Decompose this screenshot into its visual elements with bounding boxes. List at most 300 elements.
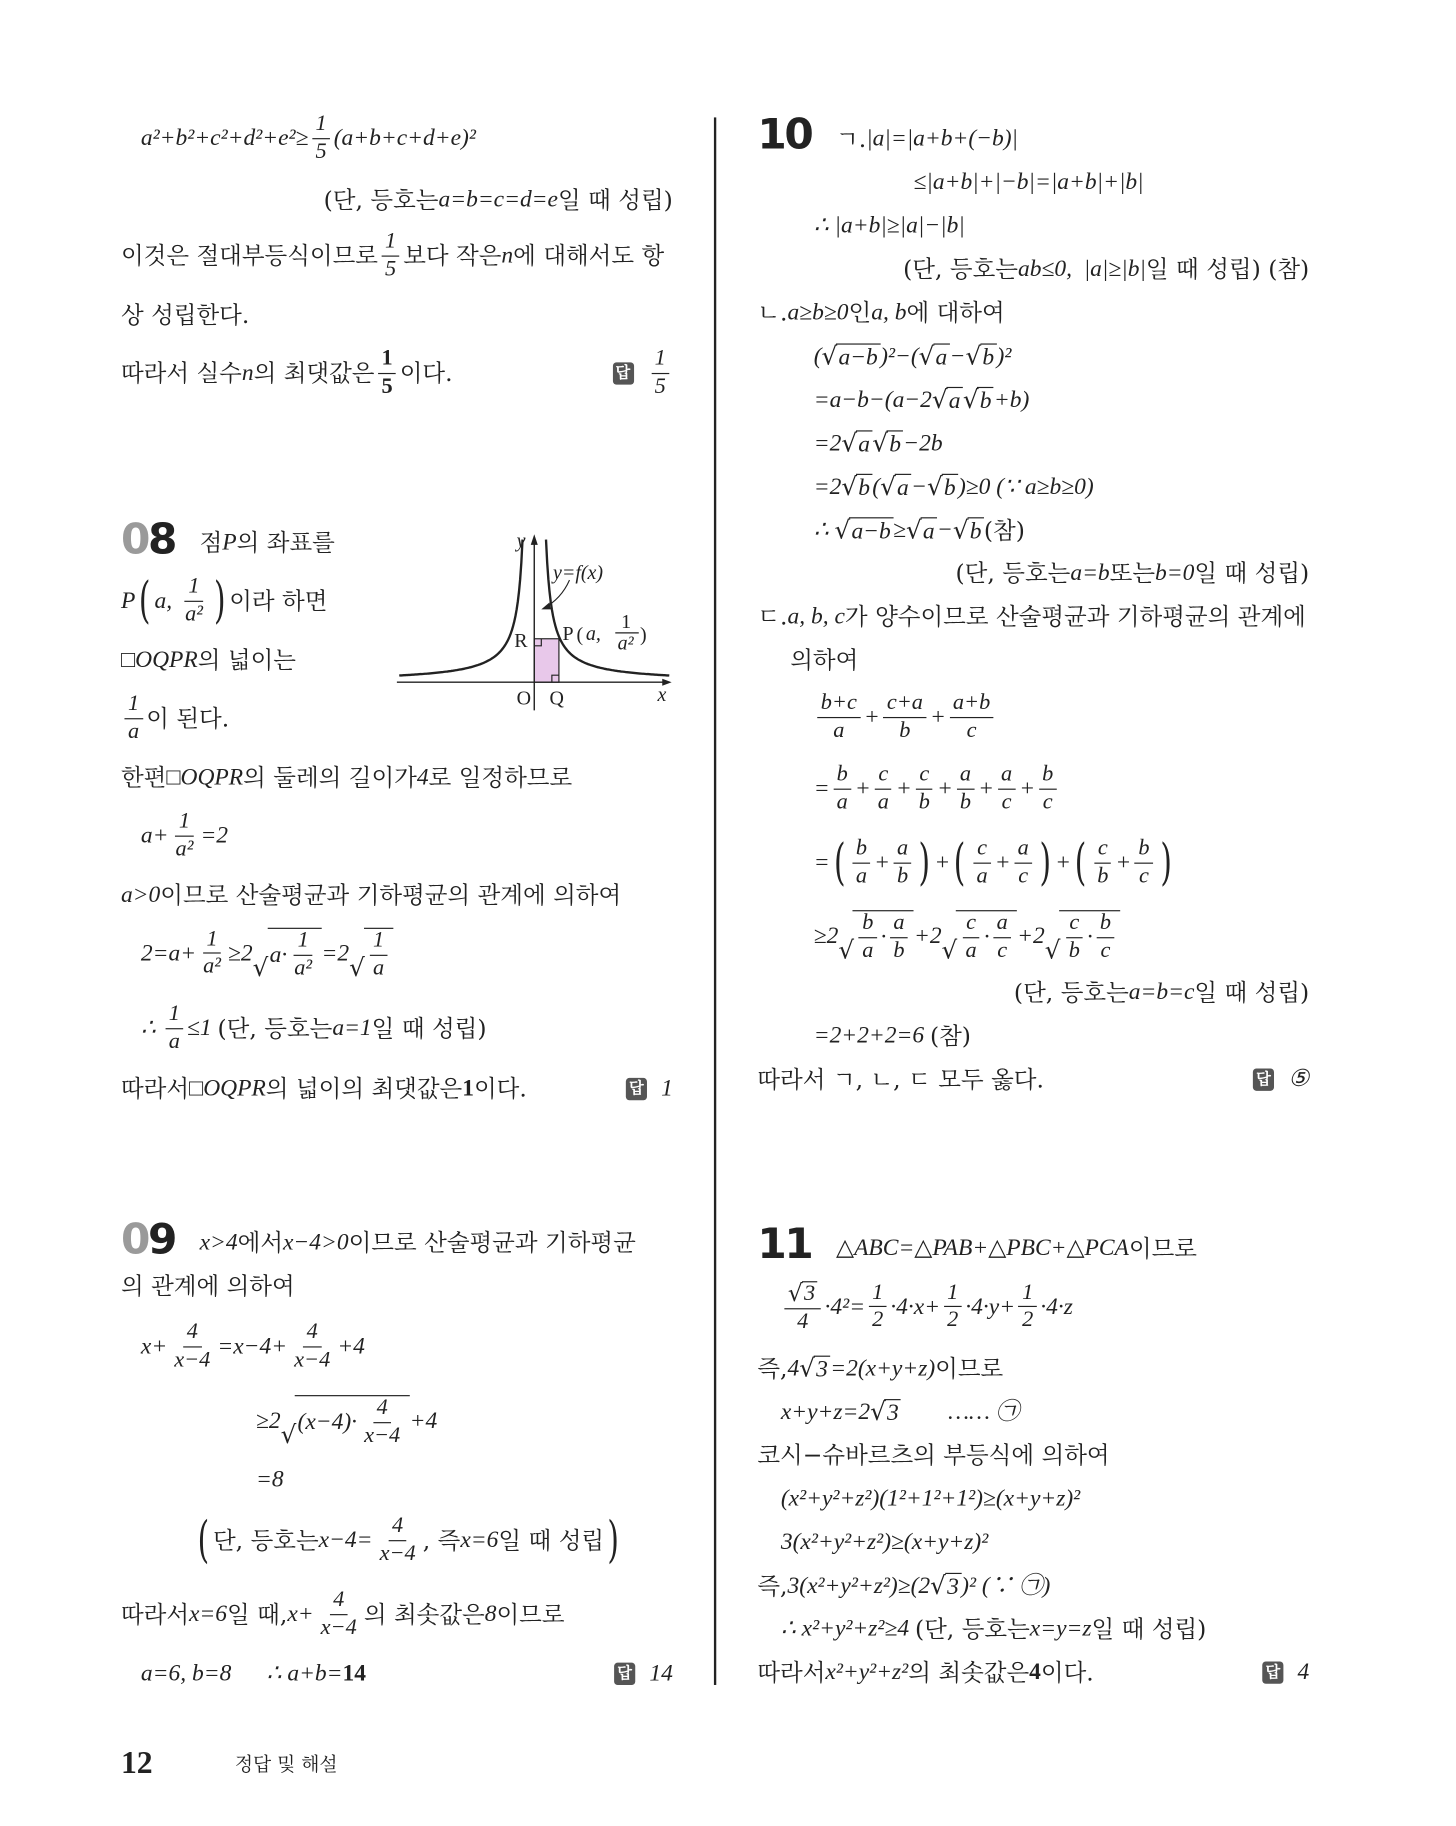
text: 로 일정하므로 (428, 763, 573, 792)
math-expression: 3 (816, 1356, 828, 1383)
math-expression: 1 (872, 1279, 884, 1305)
math-expression: a≥b≥0 (787, 299, 849, 326)
math-expression: a=b=c=d=e (438, 186, 558, 213)
radicand (980, 343, 996, 370)
answer-value (1297, 1659, 1309, 1685)
math-expression: b (1097, 863, 1109, 889)
math-expression: a (855, 863, 868, 889)
fraction (869, 1281, 887, 1334)
denominator (956, 790, 974, 816)
math-expression: a=b (1070, 560, 1110, 586)
math-expression: 4 (333, 1587, 345, 1612)
radical-sign: √ (965, 342, 982, 371)
math-expression: c+a (886, 689, 923, 715)
math-expression: + (1115, 850, 1132, 876)
math-expression: x−4 (174, 1347, 211, 1373)
math-expression: c (878, 761, 889, 787)
radical-sign: √ (841, 429, 858, 458)
book-section-title: 정답 및 해설 (234, 1753, 338, 1776)
math-expression: n (241, 360, 254, 387)
math-expression: + (978, 776, 994, 802)
math-expression: c (1042, 789, 1053, 815)
math-expression: a (935, 344, 948, 371)
denominator (998, 790, 1015, 816)
fraction (893, 837, 911, 890)
point-p-label: P (562, 622, 574, 645)
conclusion-line (121, 347, 453, 400)
close-paren: ) (213, 571, 226, 630)
math-expression: + (994, 850, 1011, 876)
text: 상 성립한다. (120, 300, 250, 329)
math-expression: c (966, 718, 977, 743)
math-line (814, 763, 1061, 816)
radical-sign: √ (952, 515, 969, 545)
text: 이므로 (1128, 1234, 1197, 1263)
numerator (974, 837, 991, 864)
numerator (993, 911, 1011, 938)
denominator (794, 1309, 812, 1335)
radicand (887, 430, 903, 457)
math-expression: 1 (385, 228, 397, 254)
math-expression: b (836, 761, 848, 787)
text-line (757, 604, 1305, 630)
math-expression: (a+b+c+d+e)² (333, 125, 476, 152)
numerator (956, 763, 974, 790)
denominator (312, 139, 330, 165)
fraction (381, 230, 399, 283)
square-root (799, 1353, 830, 1382)
point-p-coord: 1 (621, 611, 632, 634)
denominator (1015, 864, 1032, 890)
radicand (885, 1399, 901, 1426)
radicand (921, 517, 937, 544)
denominator (896, 718, 914, 744)
text: ㄴ. (757, 298, 788, 327)
radical-sign: √ (880, 472, 896, 501)
fraction (784, 1279, 821, 1335)
numerator (1014, 837, 1032, 864)
numerator (165, 1002, 183, 1029)
fraction (317, 1588, 360, 1641)
math-expression: b (899, 718, 911, 743)
math-expression: a (996, 910, 1008, 935)
math-expression: −2b (903, 429, 943, 456)
math-expression: b (862, 910, 874, 935)
math-expression: − (911, 473, 927, 500)
math-expression: 3(x²+y²+z²)≥(2 (787, 1572, 931, 1599)
math-expression: 4 (186, 1319, 198, 1345)
numerator (183, 1321, 201, 1348)
text: 이므로 (496, 1600, 565, 1629)
text: (참) (983, 515, 1025, 544)
square-root (822, 341, 881, 370)
text-line (121, 882, 621, 908)
math-expression: a, b, c (787, 603, 845, 630)
math-expression: 4 (787, 1355, 800, 1381)
numerator (963, 911, 980, 938)
radicand (814, 1356, 830, 1383)
text: 일 때 성립 (498, 1526, 605, 1555)
text: 이다. (399, 359, 453, 388)
numerator (859, 911, 877, 938)
math-expression: ·4·x+ (890, 1293, 941, 1320)
numerator (890, 911, 908, 938)
text: 의 넓이는 (197, 645, 296, 674)
text: (참) (929, 1021, 971, 1050)
math-expression: ( (872, 473, 881, 500)
bold-value: 1 (381, 345, 393, 371)
math-line (814, 1023, 971, 1049)
math-expression: )≥0 (∵ a≥b≥0) (957, 473, 1094, 500)
paren: ( (576, 624, 584, 647)
fraction (291, 1321, 334, 1374)
math-expression: 2 (947, 1307, 959, 1333)
radical-sign: √ (799, 1354, 815, 1383)
numerator (944, 1281, 962, 1308)
numerator (1094, 837, 1111, 864)
math-expression: 3 (803, 1281, 816, 1306)
paren: ) (639, 624, 647, 647)
math-line (914, 169, 1144, 195)
fraction (369, 929, 387, 982)
answer-badge: 답 (626, 1077, 647, 1099)
numerator (373, 1396, 391, 1423)
fraction (1039, 763, 1057, 816)
math-expression: a (976, 863, 988, 889)
numerator (1096, 911, 1114, 938)
math-expression: + (1055, 850, 1071, 876)
math-expression: + (874, 850, 890, 876)
radical-sign: √ (870, 1397, 886, 1426)
denominator (172, 837, 197, 863)
math-expression: ≤1 (186, 1015, 218, 1042)
text: (단, 등호는 (1013, 978, 1129, 1007)
point-p-coord: a, (585, 622, 601, 645)
math-expression: 5 (654, 373, 666, 399)
parenthesized-group (194, 1511, 624, 1569)
answer (1262, 1659, 1309, 1685)
fraction (1135, 837, 1153, 890)
radicand (895, 474, 911, 501)
text: (단, 등호는 (323, 185, 439, 214)
math-expression: 2 (1022, 1307, 1034, 1333)
math-expression: b (943, 474, 956, 501)
square-root (1045, 908, 1121, 964)
fraction (376, 1514, 419, 1567)
math-line (781, 1397, 1019, 1426)
numerator (175, 810, 193, 837)
radicand (945, 1573, 961, 1600)
function-graph (387, 523, 681, 717)
fraction (883, 691, 926, 744)
math-expression: 3 (887, 1400, 899, 1427)
math-expression: · (1086, 924, 1093, 951)
text: 의 최솟값은 (908, 1657, 1030, 1687)
math-expression: 1 (178, 808, 191, 834)
math-expression: …… ㉠ (901, 1398, 1020, 1425)
math-line (141, 1321, 365, 1374)
fraction (874, 763, 892, 816)
answer-value (1288, 1066, 1309, 1092)
text-line (120, 571, 328, 630)
square-root (253, 925, 322, 981)
math-expression: b+c (820, 689, 857, 715)
close-paren: ) (1039, 833, 1052, 892)
math-expression: + (934, 850, 951, 876)
radical-sign: √ (838, 935, 855, 964)
math-expression: c (977, 835, 988, 861)
answer-badge: 답 (1253, 1068, 1274, 1090)
numerator (381, 230, 399, 257)
denominator (890, 938, 908, 964)
square-root (953, 515, 984, 544)
numerator (1135, 837, 1153, 864)
equality-condition (903, 256, 1309, 282)
math-expression: n (501, 243, 514, 269)
math-expression: ·4·z (1040, 1293, 1073, 1320)
radicand (942, 474, 958, 501)
open-paren: ( (1074, 833, 1087, 892)
square-root (788, 1279, 818, 1307)
close-paren: ) (919, 833, 931, 892)
square-root (841, 428, 872, 457)
math-expression: x+ (287, 1601, 314, 1628)
numerator (833, 763, 851, 790)
math-expression: +2 (1017, 922, 1045, 949)
fraction (1019, 1281, 1037, 1334)
math-line (814, 385, 1030, 414)
math-expression: x−4 (320, 1615, 357, 1640)
text: 일 때 성립) (참) (1145, 254, 1310, 283)
math-expression: =2 (200, 823, 229, 849)
text: 또는 (1109, 558, 1156, 588)
math-expression: ab≤0, |a|≥|b| (1017, 255, 1146, 282)
text: 의 넓이의 최댓값은 (265, 1074, 463, 1103)
math-expression: ∴ (140, 1015, 162, 1042)
numerator (817, 691, 860, 718)
equality-condition (194, 1511, 624, 1569)
math-expression: a· (269, 942, 288, 969)
math-expression: a² (175, 836, 194, 862)
math-expression: x+ (140, 1333, 168, 1360)
numerator (294, 929, 312, 956)
math-expression: a (965, 938, 977, 963)
number-digit: 8 (148, 516, 176, 565)
parenthesized-group (135, 571, 229, 630)
math-expression: 3 (947, 1574, 959, 1600)
numerator (203, 927, 221, 954)
fraction (915, 763, 933, 816)
answer-value (661, 1076, 673, 1102)
text: 즉, (757, 1353, 788, 1383)
math-line (814, 471, 1094, 500)
math-expression: a (948, 388, 961, 414)
text: 코시−슈바르츠의 부등식에 의하여 (757, 1440, 1110, 1469)
math-expression: x=6 (189, 1601, 228, 1628)
math-expression: b (979, 388, 992, 414)
math-expression: a=1 (332, 1015, 372, 1042)
text: 즉, (757, 1571, 788, 1600)
math-expression: x=y=z (1029, 1615, 1092, 1642)
radical-sign: √ (941, 935, 958, 964)
math-expression: a² (203, 954, 221, 979)
denominator (361, 1423, 404, 1449)
math-line (814, 908, 1121, 964)
text: 일 때 성립) (1194, 558, 1310, 588)
math-expression: a (862, 938, 874, 963)
math-expression: 5 (385, 256, 397, 282)
math-expression: a (922, 518, 935, 545)
math-expression: ≤|a+b|+|−b|=|a+b|+|b| (913, 169, 1144, 195)
math-expression: x−4= (318, 1527, 373, 1554)
math-expression: c (1001, 789, 1012, 815)
math-expression: |a|=|a+b+(−b)| (866, 125, 1019, 152)
math-expression: a² (185, 601, 203, 627)
math-line (813, 833, 1176, 892)
math-line (781, 1485, 1080, 1511)
math-expression: ·4²= (824, 1293, 866, 1320)
numerator (1066, 911, 1083, 938)
math-expression: 1 (315, 111, 327, 136)
text-line (200, 1229, 636, 1255)
denominator (182, 602, 207, 628)
answer (1253, 1066, 1309, 1092)
text: 따라서 (757, 1657, 826, 1687)
square-root (349, 925, 393, 981)
square-root (930, 1570, 961, 1599)
denominator (291, 1347, 334, 1373)
numerator (875, 763, 892, 790)
math-expression: =2(x+y+z) (830, 1355, 936, 1381)
text: 보다 작은 (403, 241, 502, 271)
denominator (973, 864, 991, 890)
equality-condition (955, 560, 1309, 586)
fraction (852, 837, 870, 890)
math-expression: x=6 (460, 1527, 499, 1554)
radicand (977, 387, 993, 414)
math-expression: ≥2 (813, 922, 839, 949)
math-expression: P (222, 529, 237, 556)
math-expression: a (836, 789, 848, 815)
math-expression: ∴ (813, 516, 835, 543)
radical-sign: √ (931, 385, 948, 414)
text: 일 때 성립) (1194, 978, 1310, 1007)
square-root (872, 428, 903, 457)
denominator (962, 938, 980, 964)
open-paren: ( (139, 571, 151, 630)
radical-sign: √ (787, 1278, 803, 1307)
math-expression: x−4 (294, 1347, 331, 1373)
denominator (1039, 790, 1056, 816)
fraction (944, 1281, 962, 1334)
fraction (833, 763, 851, 816)
denominator (1019, 1307, 1037, 1333)
text: 일 때 성립) (1091, 1614, 1207, 1643)
denominator (963, 718, 980, 744)
text: 이므로 산술평균과 기하평균 (348, 1228, 636, 1257)
radicand (267, 928, 321, 982)
x-axis-label: x (657, 683, 667, 706)
math-expression: x²+y²+z² (825, 1659, 909, 1685)
parenthesized-group (830, 833, 935, 892)
y-axis-arrow (531, 534, 538, 545)
text: 일 때 성립) (371, 1014, 487, 1043)
answer-value (648, 347, 673, 400)
text: 의 관계에 의하여 (120, 1271, 295, 1300)
math-expression: ≥ (893, 516, 907, 543)
radicand (956, 910, 1017, 964)
radicand (946, 387, 962, 414)
square-root (841, 471, 872, 500)
numerator (893, 837, 911, 864)
text: 가 양수이므로 산술평균과 기하평균의 관계에 (844, 602, 1306, 631)
text: ㄷ. (757, 602, 788, 631)
fraction (361, 1396, 404, 1449)
text: 단, 등호는 (212, 1526, 319, 1555)
math-expression: a+ (140, 823, 169, 849)
numerator (378, 347, 396, 374)
text-line (757, 1353, 1003, 1382)
text-line (757, 1442, 1109, 1468)
radicand (967, 517, 983, 544)
math-expression: 1 (168, 1001, 180, 1026)
math-expression: − (949, 342, 966, 369)
point-p-coord: a² (617, 632, 634, 655)
math-expression: )²−( (880, 342, 919, 369)
square-root (906, 515, 937, 544)
denominator (833, 790, 851, 816)
text-line (757, 299, 1004, 325)
text: ㄱ. (836, 124, 867, 153)
text: 일 때 성립) (557, 185, 673, 214)
denominator (165, 1029, 183, 1055)
text-line (836, 1235, 1197, 1261)
text: 점 (199, 528, 223, 557)
math-expression: 1 (661, 1075, 673, 1102)
text-line (200, 530, 335, 556)
math-expression: a² (294, 955, 313, 981)
math-expression: a (897, 474, 909, 501)
denominator (869, 1307, 887, 1333)
denominator (859, 938, 877, 964)
denominator (944, 1307, 962, 1333)
math-expression: +4 (409, 1407, 438, 1434)
denominator (124, 719, 142, 745)
denominator (852, 864, 870, 890)
text: 에서 (237, 1228, 284, 1257)
math-expression: a=b=c (1128, 979, 1195, 1006)
math-line (256, 1393, 437, 1449)
math-expression: △ABC=△PAB+△PBC+△PCA (836, 1235, 1129, 1262)
math-expression: a−b (851, 518, 891, 545)
math-expression: x+y+z=2 (780, 1398, 871, 1425)
radical-sign: √ (280, 1420, 297, 1449)
math-expression: b (1042, 761, 1054, 787)
math-expression: 1 (127, 691, 140, 716)
math-expression: ∴ |a+b|≥|a|−|b| (813, 212, 965, 239)
radical-sign: √ (872, 429, 889, 458)
math-expression: 2 (872, 1307, 884, 1333)
math-expression: =x−4+ (217, 1333, 288, 1360)
text-line (121, 302, 249, 328)
text: (단, 등호는 (914, 1614, 1030, 1643)
math-line (781, 1279, 1073, 1335)
math-line (836, 126, 1018, 152)
math-expression: a (1017, 835, 1029, 861)
problem-number-09 (121, 1216, 175, 1264)
fraction (651, 347, 669, 400)
math-expression: 1 (297, 927, 309, 953)
